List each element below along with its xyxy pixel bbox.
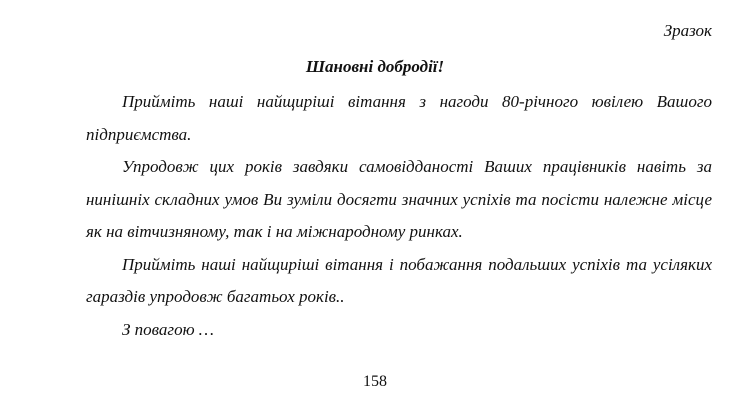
paragraph: Упродовж цих років завдяки самовідданості Ваших працівників навіть за нинішніх складних умов Ви зуміли досягти значних успіхів та посісти належне місце як на вітчизняному, так і на міжнародному ринках. xyxy=(86,157,712,241)
letter-body xyxy=(86,86,712,346)
paragraph: Прийміть наші найщиріші вітання з нагоди 80-річного ювілею Вашого підприємства. xyxy=(86,92,712,144)
closing-line: З повагою … xyxy=(122,319,214,339)
paragraph: Прийміть наші найщиріші вітання і побажання подальших успіхів та усіляких гараздів упродовж багатьох років.. xyxy=(86,254,712,306)
sample-label: Зразок xyxy=(663,21,712,40)
salutation-heading: Шановні добродії! xyxy=(305,57,445,76)
page-number: 158 xyxy=(363,373,387,390)
